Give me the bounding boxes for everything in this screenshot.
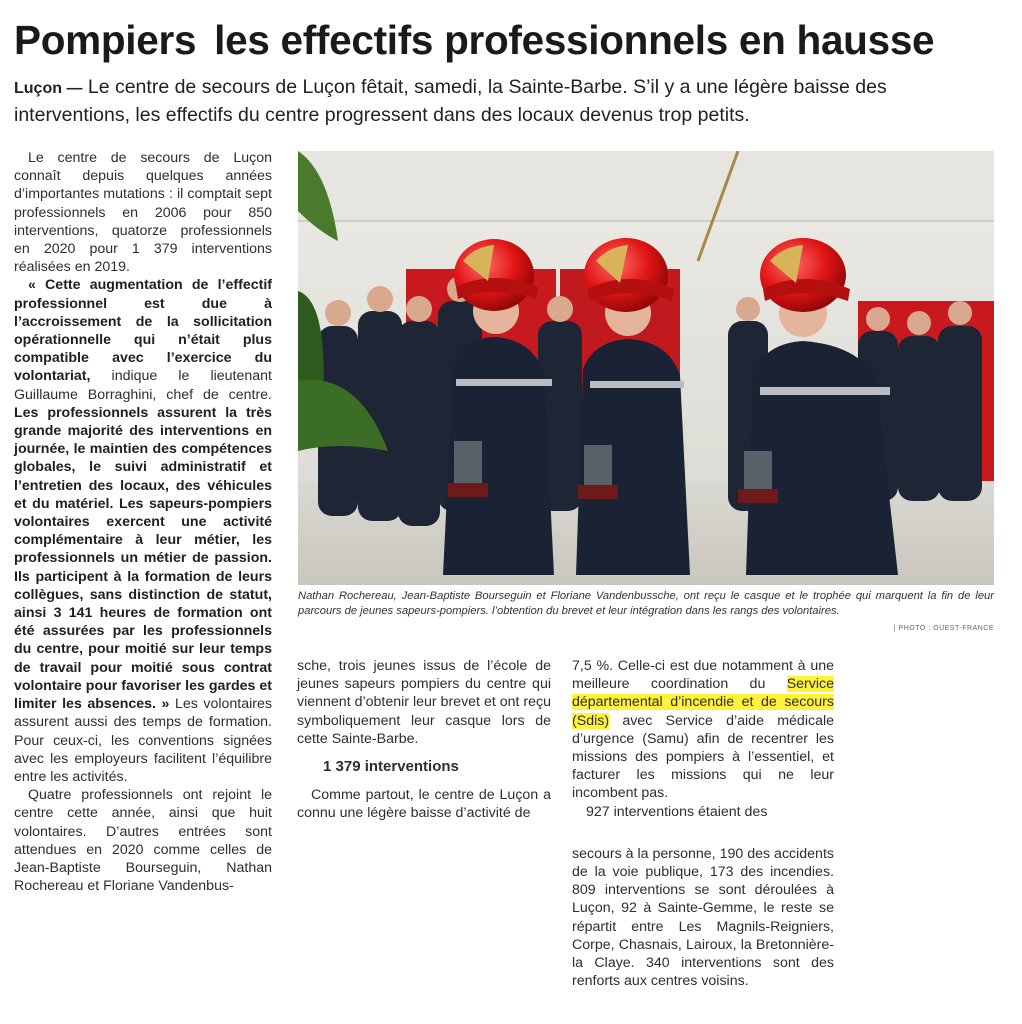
paragraph: Comme partout, le centre de Luçon a connu une légère baisse d’activité de xyxy=(297,787,551,822)
paragraph-text: avec Service d’aide médicale d’urgence (Samu) afin de recentrer les missions des pompiers à l’essentiel, et facturer les missions qui ne leur incombent pas. xyxy=(572,712,834,802)
highlighted-text: Service départemental d’incendie et de secours (Sdis) xyxy=(572,676,834,729)
lead-text: Le centre de secours de Luçon fêtait, samedi, la Sainte-Barbe. S’il y a une légère baisse des interventions, les effectifs du centre progressent dans des locaux devenus trop petits. xyxy=(14,76,887,126)
article-column-2 xyxy=(297,657,551,823)
paragraph-text: Les volontaires assurent aussi des temps de formation. Pour ceux-ci, les conventions signées avec les employeurs facilitent l’équilibre entre les activités. xyxy=(14,696,272,785)
quote-bold: « Cette augmentation de l’effectif professionnel est due à l’accroissement de la sollicitation opérationnelle qui n’était plus compatible avec l’exercice du volontariat, xyxy=(14,277,272,385)
paragraph: Quatre professionnels ont rejoint le centre cette année, ainsi que huit volontaires. D’autres entrées sont attendues en 2020 comme celles de Jean-Baptiste Bourseguin, Nathan Rochereau et Floriane Vandenbus- xyxy=(14,787,272,895)
paragraph: 927 interventions étaient des xyxy=(586,803,768,820)
article-lead xyxy=(14,74,894,128)
lead-dateline: Luçon — xyxy=(14,80,83,97)
paragraph: secours à la personne, 190 des accidents de la voie publique, 173 des incendies. 809 interventions se sont déroulées à Luçon, 92 à Sainte-Gemme, le reste se répartit entre Les Magnils-Reigniers, Corpe, Chasnais, Lairoux, la Bretonnière-la Claye. 340 interventions sont des renforts aux centres voisins. xyxy=(572,845,834,990)
paragraph: Le centre de secours de Luçon connaît depuis quelques années d’importantes mutations : il comptait sept professionnels en 2006 pour 850 interventions, quatorze professionnels en 2020 pour 1 379 interventions réalisées en 2019. xyxy=(14,150,272,276)
headline-title: les effectifs professionnels en hausse xyxy=(214,17,935,63)
firefighters-photo xyxy=(298,151,994,585)
article-column-3 xyxy=(572,657,834,990)
headline-section: Pompiers xyxy=(14,17,197,63)
quote-attribution: indique le lieutenant Guillaume Borraghini, chef de centre. xyxy=(14,368,272,403)
photo-caption: Nathan Rochereau, Jean-Baptiste Bourseguin et Floriane Vandenbussche, ont reçu le casque et le trophée qui marquent la fin de leur parcours de jeunes sapeurs-pompiers. l’obtention du brevet et leur intégration dans les rangs des volontaires. xyxy=(298,590,994,617)
quote-bold: Les professionnels assurent la très grande majorité des interventions en journée, le maintien des compétences globales, le suivi administratif et l’entretien des locaux, des véhicules et du matériel. Les sapeurs-pompiers volontaires exercent une activité complémentaire à leur métier, les professionnels un métier de passion. Ils participent à la formation de leurs collègues, sans distinction de statut, ainsi 3 141 heures de formation ont été assurées par les professionnels du centre, pour moitié sur leur temps de travail pour moitié sous contrat volontaire pour favoriser les gardes et limiter les absences. » xyxy=(14,404,272,713)
photo-credit: | PHOTO : OUEST-FRANCE xyxy=(893,625,994,632)
paragraph xyxy=(572,657,834,803)
article-column-1 xyxy=(14,149,272,895)
subheading: 1 379 interventions xyxy=(323,758,459,776)
paragraph-quote xyxy=(14,276,272,786)
paragraph-text: 7,5 %. Celle-ci est due notamment à une meilleure coordination du xyxy=(572,658,834,693)
article-headline xyxy=(14,18,934,63)
article-photo xyxy=(298,151,994,585)
paragraph: sche, trois jeunes issus de l’école de jeunes sapeurs pompiers du centre qui viennent d’obtenir leur brevet et ont reçu symboliquement leur casque lors de cette Sainte-Barbe. xyxy=(297,658,551,747)
